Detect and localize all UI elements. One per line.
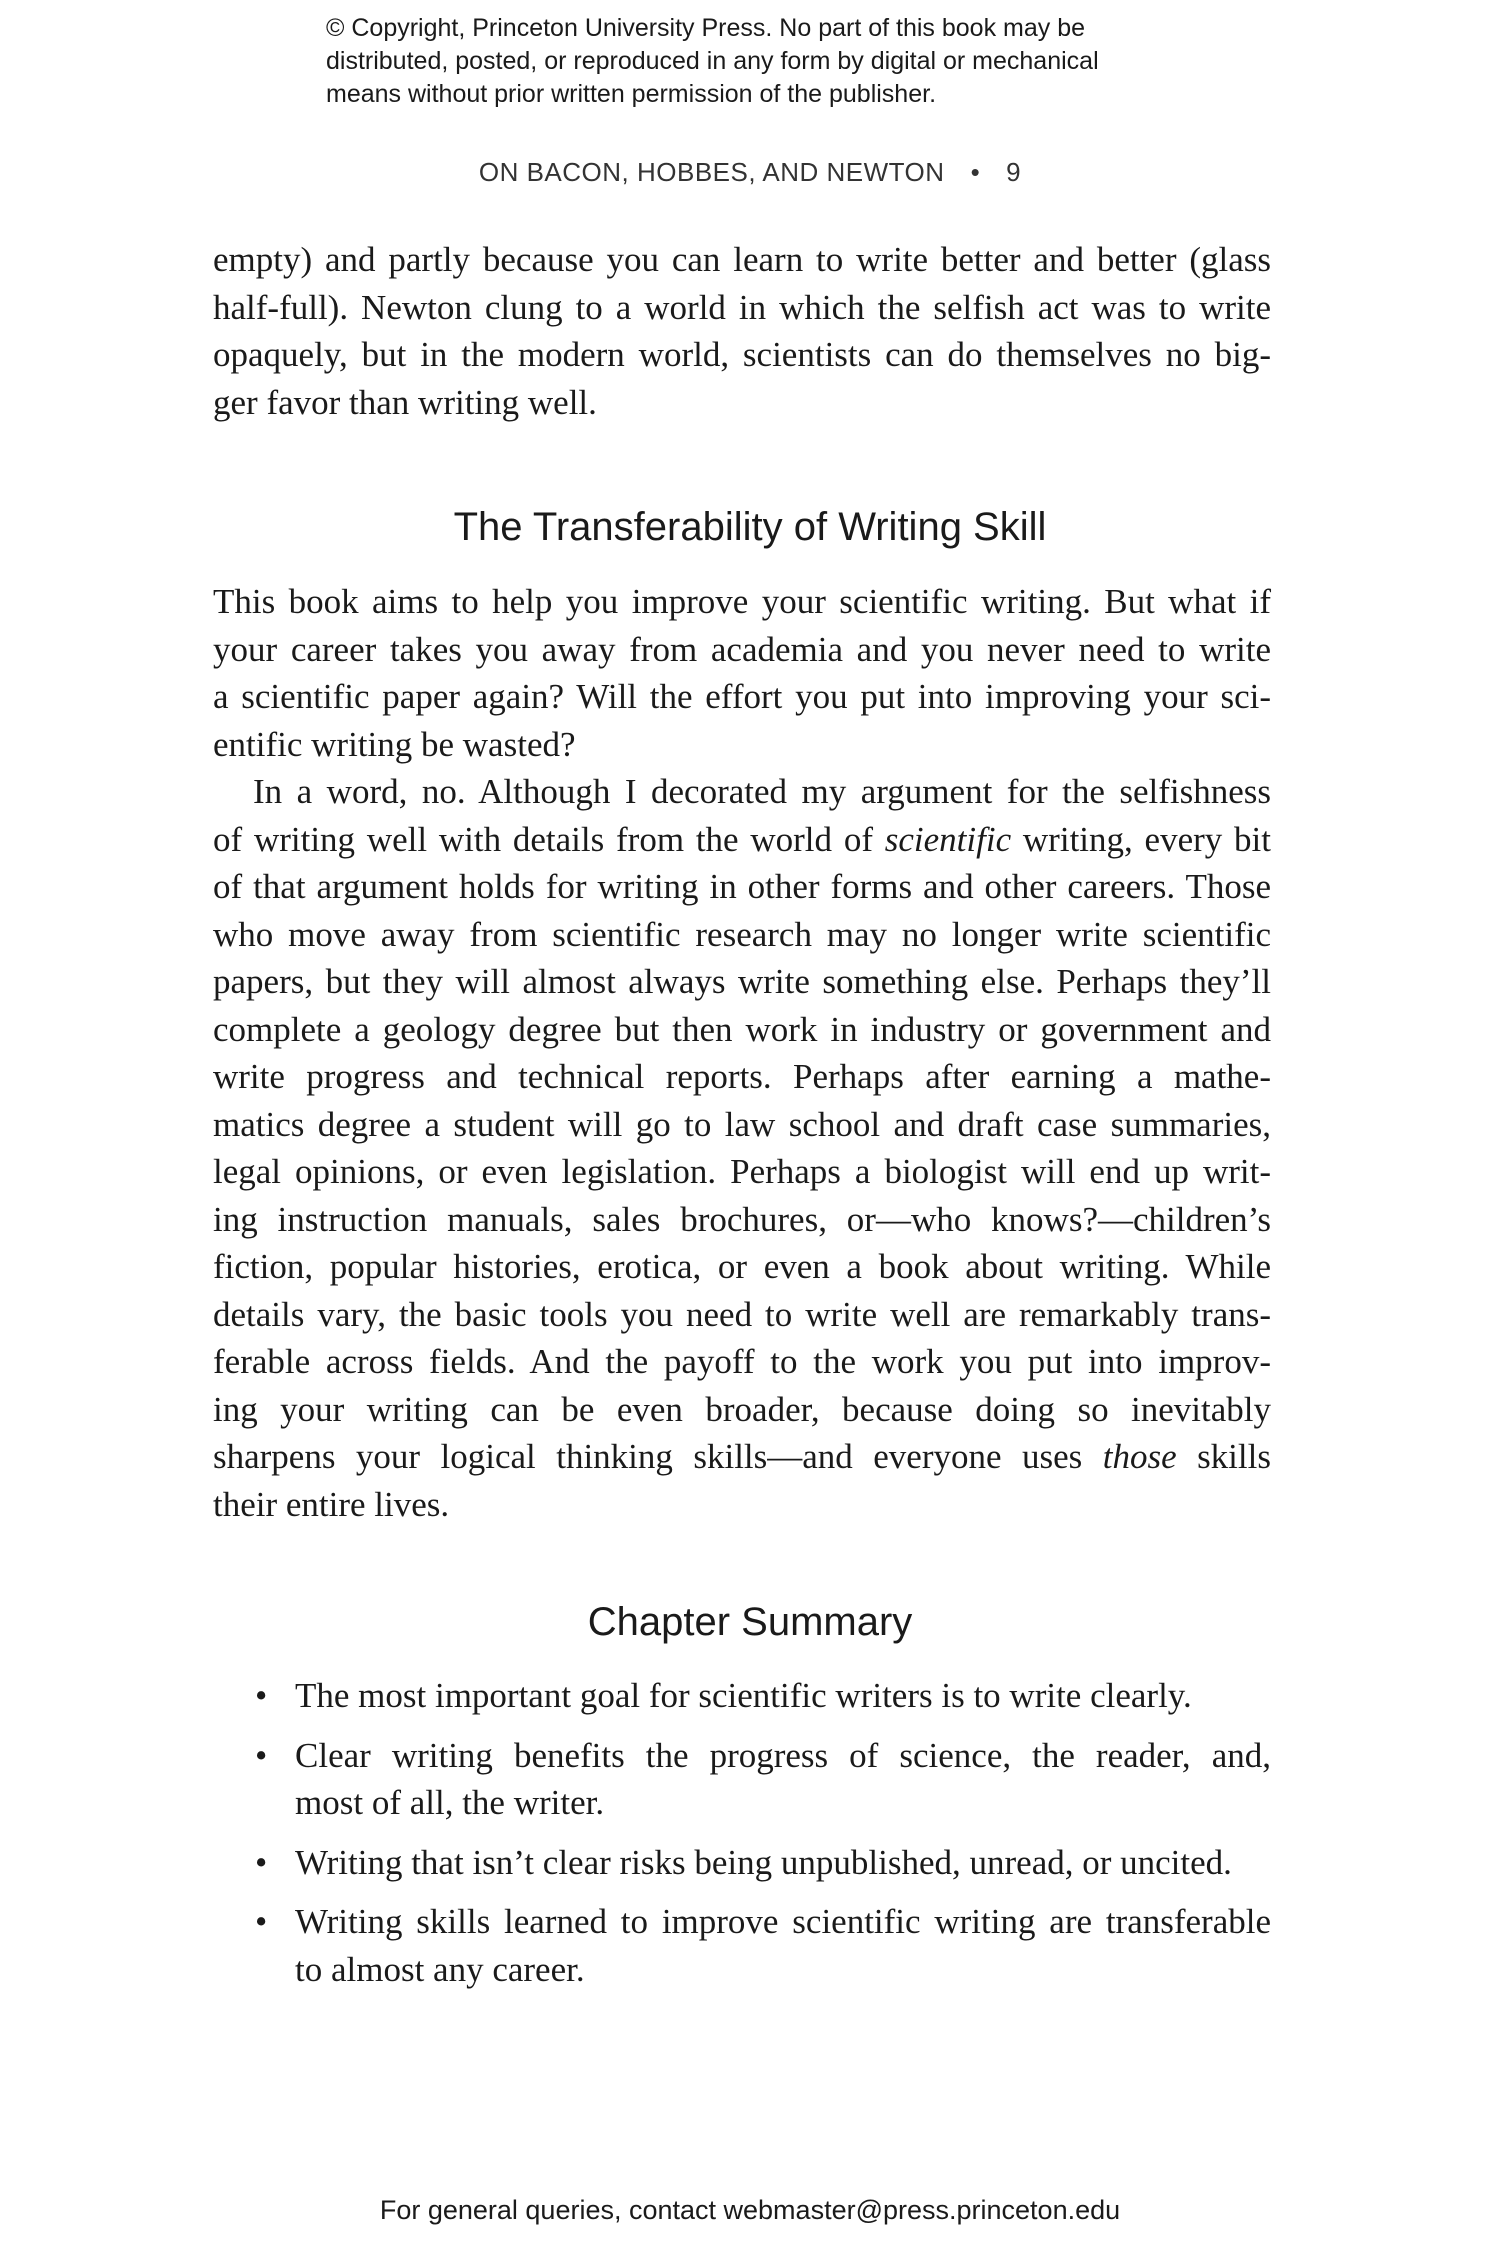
emphasis-text: scientific (884, 819, 1012, 859)
list-item-text: Writing that isn’t clear risks being unpublished, unread, or uncited. (295, 1842, 1232, 1882)
text-segment: sharpens your logical thinking skills—and everyone uses (213, 1437, 1103, 1476)
running-head (0, 157, 1500, 188)
text-line: In a word, no. Although I decorated my argument for the selfishness (253, 772, 1271, 811)
text-line: matics degree a student will go to law school and draft case summaries, (213, 1104, 1271, 1144)
copyright-line: means without prior written permission of the publisher. (326, 80, 937, 108)
list-item-text: to almost any career. (295, 1949, 585, 1989)
page-number: 9 (1006, 157, 1022, 187)
list-item (213, 1898, 1271, 1993)
transferability-paragraph-2 (213, 768, 1271, 1528)
bullet-icon: • (255, 1842, 268, 1882)
text-segment: of writing well with details from the world of (213, 819, 885, 859)
text-line: legal opinions, or even legislation. Perhaps a biologist will end up writ- (213, 1152, 1271, 1191)
text-line-with-emphasis (213, 1433, 1271, 1481)
text-line: ferable across fields. And the payoff to the work you put into improv- (213, 1342, 1271, 1381)
text-line: opaquely, but in the modern world, scientists can do themselves no big- (213, 335, 1271, 374)
text-segment: writing, every bit (1011, 819, 1271, 859)
text-line: a scientific paper again? Will the effort you put into improving your sci- (213, 677, 1271, 716)
transferability-paragraph-1 (213, 578, 1271, 768)
bullet-icon: • (255, 1902, 268, 1941)
text-line: write progress and technical reports. Perhaps after earning a mathe- (213, 1057, 1271, 1096)
text-line-with-emphasis (213, 816, 1271, 864)
text-line: fiction, popular histories, erotica, or even a book about writing. While (213, 1247, 1271, 1286)
text-line: ing your writing can be even broader, because doing so inevitably (213, 1389, 1271, 1429)
text-line: entific writing be wasted? (213, 724, 576, 764)
list-item-text: Clear writing benefits the progress of science, the reader, and, (295, 1735, 1271, 1775)
list-item-text: The most important goal for scientific writers is to write clearly. (295, 1676, 1192, 1715)
list-item-text: most of all, the writer. (295, 1783, 605, 1822)
footer-contact: For general queries, contact webmaster@press.princeton.edu (379, 2195, 1121, 2225)
copyright-line: © Copyright, Princeton University Press. No part of this book may be (326, 14, 1086, 42)
text-line: your career takes you away from academia and you never need to write (213, 629, 1271, 669)
copyright-notice (326, 12, 1226, 111)
text-line: details vary, the basic tools you need to write well are remarkably trans- (213, 1294, 1271, 1334)
chapter-summary-list (213, 1672, 1271, 2005)
text-line: papers, but they will almost always write something else. Perhaps they’ll (213, 962, 1271, 1001)
list-item (213, 1672, 1271, 1720)
text-line: ger favor than writing well. (213, 382, 597, 422)
text-line: half-full). Newton clung to a world in which the selfish act was to write (213, 287, 1271, 327)
text-line: of that argument holds for writing in other forms and other careers. Those (213, 867, 1271, 906)
list-item (213, 1732, 1271, 1827)
text-line: their entire lives. (213, 1484, 450, 1524)
text-line: complete a geology degree but then work in industry or government and (213, 1009, 1271, 1049)
text-line: This book aims to help you improve your scientific writing. But what if (213, 582, 1271, 621)
copyright-line: distributed, posted, or reproduced in any form by digital or mechanical (326, 47, 1099, 75)
section-heading-transferability: The Transferability of Writing Skill (453, 505, 1047, 549)
running-head-title: ON BACON, HOBBES, AND NEWTON (478, 157, 945, 187)
intro-paragraph (213, 236, 1271, 426)
bullet-icon: • (255, 1735, 268, 1775)
text-line: empty) and partly because you can learn to write better and better (glass (213, 240, 1271, 279)
text-line: ing instruction manuals, sales brochures, or—who knows?—children’s (213, 1199, 1271, 1239)
list-item (213, 1839, 1271, 1887)
text-segment: skills (1176, 1437, 1271, 1476)
bullet-icon: • (255, 1676, 268, 1715)
section-heading-chapter-summary: Chapter Summary (587, 1600, 913, 1644)
emphasis-text: those (1102, 1437, 1177, 1476)
text-line: who move away from scientific research may no longer write scientific (213, 914, 1271, 954)
list-item-text: Writing skills learned to improve scientific writing are transferable (295, 1902, 1271, 1941)
running-head-separator: • (970, 157, 981, 187)
